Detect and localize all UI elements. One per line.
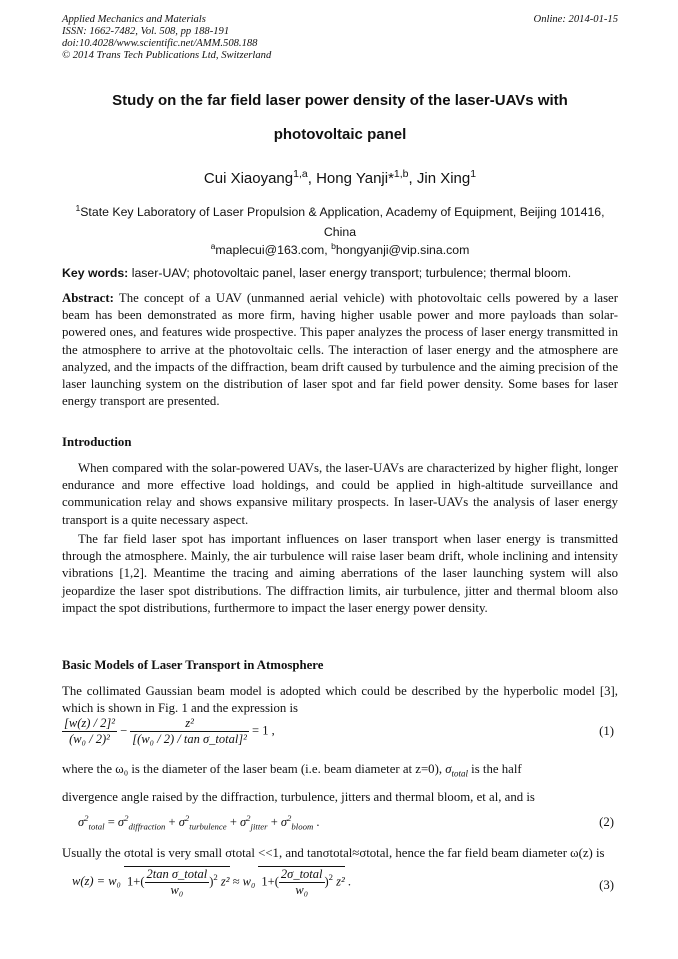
models-paragraph-3: Usually the σtotal is very small σtotal <<1, and tanσtotal≈σtotal, hence the far field beam diameter ω(z) is [62, 846, 605, 860]
author-name: Cui Xiaoyang [203, 170, 294, 187]
author-name: Jin Xing [416, 170, 471, 187]
eq2-term: $\sigma^2_{turbulence}$ [178, 812, 227, 832]
keywords [62, 266, 618, 280]
eq2-sub: bloom [291, 821, 314, 832]
section-heading-models: Basic Models of Laser Transport in Atmosphere [62, 658, 324, 672]
p2-sigma-symbol: σ [445, 762, 452, 776]
author-affil-sup: 1,a [293, 168, 308, 180]
models-paragraph-1: The collimated Gaussian beam model is adopted which could be described by the hyperbolic model [3], which is shown in Fig. 1 and the expression is [62, 684, 618, 716]
eq3-a-den: w₀ [170, 883, 184, 897]
author-separator: , [408, 170, 417, 187]
affiliation-text: State Key Laboratory of Laser Propulsion & Application, Academy of Equipment, Beijing 101416, China [80, 205, 605, 239]
eq2-term: $\sigma^2_{total}$ [78, 812, 105, 832]
intro-paragraph-1: When compared with the solar-powered UAVs, the laser-UAVs are characterized by higher flight, longer endurance and more effective load holdings, and could be applied in high-altitude surveillance and communication relay and shows expansive military prospects. In laser-UAVs the analysis of laser energy transport is a quite necessary aspect. [62, 461, 618, 527]
abstract [62, 290, 618, 410]
models-paragraph-2-cont: divergence angle raised by the diffraction, turbulence, jitters and thermal bloom, et al, and is [62, 790, 535, 804]
eq1-num2: z² [130, 716, 249, 732]
online-date: Online: 2014-01-15 [533, 14, 618, 25]
p2-text-a: where the ω₀ is the diameter of the laser beam (i.e. beam diameter at z=0), [62, 762, 443, 776]
eq2-term: $\sigma^2_{bloom}$ [280, 812, 314, 832]
equation-number-3: (3) [599, 878, 614, 892]
eq1-fraction-b [130, 716, 249, 747]
affiliation-sup: 1 [75, 202, 81, 213]
paper-title-line1: Study on the far field laser power density of the laser-UAVs with [112, 92, 568, 109]
equation-2 [78, 812, 618, 845]
eq2-end: . [313, 815, 320, 829]
eq3-approx: ≈ w₀ [232, 874, 256, 889]
affiliation [62, 202, 618, 242]
paper-title-line2: photovoltaic panel [273, 126, 407, 143]
keywords-label: Key words: [62, 266, 129, 280]
author-separator: , [307, 170, 317, 187]
eq3-b-num: 2σ_total [280, 867, 323, 881]
models-paragraph-2 [62, 760, 618, 779]
eq2-sub: turbulence [189, 821, 227, 832]
intro-paragraph-2: The far field laser spot has important influences on laser transport when laser energy is transmitted through the atmosphere. Mainly, the air turbulence will raise laser beam drift, whole inclining and intensity vibrations [1,2]. Meantime the tracing and aiming aberrations of the laser launching system will also jeopardize the laser spot distributions. The diffraction limits, air turbulence, jitter and thermal bloom also impact the spot distributions, furthermore to impact the laser energy power density. [62, 532, 618, 615]
email-b[interactable]: hongyanji@vip.sina.com [335, 243, 470, 257]
equation-number-1: (1) [599, 724, 614, 738]
eq2-sym: σ [280, 815, 288, 829]
eq1-num1: [w(z) / 2]² [64, 716, 115, 730]
author-name: Hong Yanji* [316, 170, 394, 187]
eq2-sub: total [88, 821, 105, 832]
eq2-sub: jitter [250, 821, 268, 832]
equation-3 [62, 866, 618, 906]
author-list [60, 170, 620, 187]
eq2-term: $\sigma^2_{jitter}$ [240, 812, 268, 832]
equation-1 [62, 716, 618, 746]
eq1-den2: [(w₀ / 2) / tan σ_total]² [132, 732, 247, 746]
p2-text-b: is the half [471, 762, 522, 776]
eq2-sym: σ [117, 815, 125, 829]
eq3-one-b: 1+ [261, 874, 275, 889]
eq3-frac-b [279, 867, 325, 898]
email-a-sup: a [210, 240, 216, 251]
eq2-plus: + [165, 815, 179, 829]
abstract-text: The concept of a UAV (unmanned aerial vehicle) with photovoltaic cells powered by a laser beam has been demonstrated as more firm, having higher usable power and more payloads than solar-powered ones, and features wide prospective. This paper analyzes the process of laser energy transmitted in the atmosphere to arrive at the photovoltaic cells. The interaction of laser energy and the atmosphere are analyzed, and the impacts of the diffraction, beam drift caused by turbulence and the aiming precision of the laser launching system on the distribution of laser spot and far field power density. Some bases for laser energy transport are presented. [62, 291, 618, 409]
eq1-fraction-a [62, 716, 117, 747]
equation-number-2: (2) [599, 815, 614, 829]
abstract-label: Abstract: [62, 291, 114, 305]
keywords-text: laser-UAV; photovoltaic panel, laser energy transport; turbulence; thermal bloom. [128, 266, 572, 280]
eq2-sym: σ [78, 815, 85, 829]
journal-copyright: © 2014 Trans Tech Publications Ltd, Switzerland [62, 50, 272, 61]
eq3-b-den: w₀ [295, 883, 309, 897]
eq3-sqrt-a: 1+( $\frac{\text{2tan σ\_total}}{\text{w₀}}$ )$^2$ z² [124, 866, 229, 898]
eq2-plus: + [267, 815, 281, 829]
author-emails [62, 240, 618, 257]
journal-name: Applied Mechanics and Materials [62, 14, 206, 25]
eq1-minus: − [120, 723, 128, 738]
eq2-sym: σ [178, 815, 185, 829]
eq1-den1: (w₀ / 2)² [69, 732, 110, 746]
section-heading-introduction: Introduction [62, 435, 132, 449]
eq3-z2-a: z² [220, 874, 230, 889]
email-a[interactable]: maplecui@163.com, [215, 243, 332, 257]
author-affil-sup: 1,b [393, 168, 409, 180]
eq3-z2-b: z² [336, 874, 345, 889]
eq3-sqrt-b: 1+( $\frac{\text{2σ\_total}}{\text{w₀}}$ )$^2$ z² [258, 866, 344, 898]
eq2-term: $\sigma^2_{diffraction}$ [117, 812, 166, 832]
eq3-one-a: 1+ [127, 874, 141, 889]
author-affil-sup: 1 [470, 168, 477, 180]
journal-issn: ISSN: 1662-7482, Vol. 508, pp 188-191 [62, 26, 230, 37]
p2-sigma-sub: total [451, 768, 468, 779]
eq1-rhs: = 1 , [252, 723, 275, 738]
p2-sigma [445, 762, 468, 779]
eq2-plus: + [226, 815, 240, 829]
eq3-a-num: 2tan σ_total [146, 867, 208, 881]
eq2-sym: σ [240, 815, 247, 829]
eq3-lhs: w(z) = w₀ [72, 874, 121, 889]
journal-header [62, 14, 618, 62]
eq3-frac-a [145, 867, 210, 898]
email-b-sup: b [331, 240, 336, 251]
eq2-sub: diffraction [128, 821, 166, 832]
eq3-end: . [344, 874, 352, 889]
eq2-equals: = [104, 815, 118, 829]
journal-doi: doi:10.4028/www.scientific.net/AMM.508.188 [62, 38, 258, 49]
